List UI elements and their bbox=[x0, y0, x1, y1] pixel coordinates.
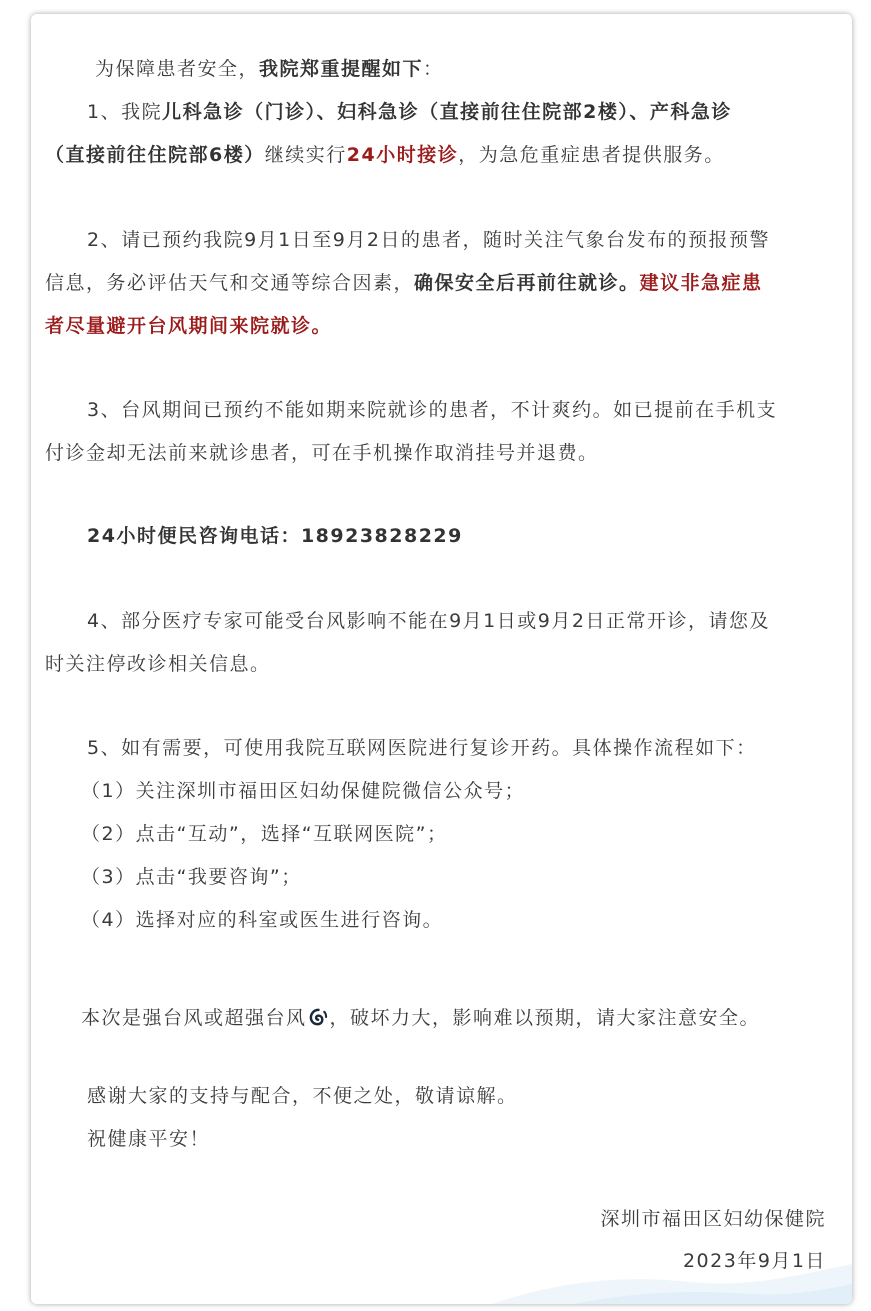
item5-line1: 5、如有需要，可使用我院互联网医院进行复诊开药。具体操作流程如下： bbox=[87, 737, 757, 759]
decorative-wave bbox=[492, 1244, 852, 1304]
item2-advice: 建议非急症患 bbox=[639, 272, 763, 294]
item3-line2: 付诊金却无法前来就诊患者，可在手机操作取消挂号并退费。 bbox=[45, 442, 599, 464]
item1-24h: 24小时接诊 bbox=[346, 144, 459, 166]
item5-step: （3）点击“我要咨询”； bbox=[81, 866, 302, 888]
warning-pre: 本次是强台风或超强台风 bbox=[81, 1007, 307, 1029]
hotline: 24小时便民咨询电话：18923828229 bbox=[87, 525, 463, 547]
intro-prefix: 为保障患者安全， bbox=[95, 58, 260, 80]
warning-post: ，破坏力大，影响难以预期，请大家注意安全。 bbox=[329, 1007, 761, 1029]
intro-emphasis: 我院郑重提醒如下 bbox=[259, 58, 424, 80]
signature-org: 深圳市福田区妇幼保健院 bbox=[600, 1208, 826, 1230]
intro-suffix: ： bbox=[423, 58, 444, 80]
item4-line1: 4、部分医疗专家可能受台风影响不能在9月1日或9月2日正常开诊，请您及 bbox=[87, 610, 770, 632]
intro-line bbox=[95, 55, 444, 83]
item3-line1: 3、台风期间已预约不能如期来院就诊的患者，不计爽约。如已提前在手机支 bbox=[87, 399, 778, 421]
item4-line2: 时关注停改诊相关信息。 bbox=[45, 653, 271, 675]
thanks-text: 感谢大家的支持与配合，不便之处，敬请谅解。 bbox=[87, 1085, 518, 1107]
item5-step: （1）关注深圳市福田区妇幼保健院微信公众号； bbox=[81, 780, 526, 802]
item2-line3 bbox=[45, 312, 332, 340]
item2-line1: 2、请已预约我院9月1日至9月2日的患者，随时关注气象台发布的预报预警 bbox=[87, 229, 770, 251]
signature-date: 2023年9月1日 bbox=[682, 1250, 826, 1272]
item1-continue: 继续实行 bbox=[264, 144, 347, 166]
item2-advice-cont: 者尽量避开台风期间来院就诊。 bbox=[45, 315, 333, 337]
item5-step: （4）选择对应的科室或医生进行咨询。 bbox=[81, 909, 444, 931]
blessing-text: 祝健康平安！ bbox=[87, 1128, 211, 1150]
item1-line2 bbox=[45, 141, 725, 169]
item1-departments: 儿科急诊（门诊）、妇科急诊（直接前往住院部2楼）、产科急诊 bbox=[162, 101, 732, 123]
notice-card bbox=[31, 14, 852, 1304]
typhoon-warning bbox=[81, 1004, 760, 1032]
item1-service: ，为急危重症患者提供服务。 bbox=[458, 144, 725, 166]
item2-safety: 确保安全后再前往就诊。 bbox=[414, 272, 640, 294]
item1-line1 bbox=[87, 98, 732, 126]
item2-line2 bbox=[45, 269, 763, 297]
item1-direction: （直接前往住院部6楼） bbox=[45, 144, 265, 166]
item2-weather: 信息，务必评估天气和交通等综合因素， bbox=[45, 272, 415, 294]
item1-prefix: 1、我院 bbox=[87, 101, 163, 123]
cyclone-icon bbox=[309, 1008, 328, 1027]
item5-step: （2）点击“互动”，选择“互联网医院”； bbox=[81, 823, 448, 845]
